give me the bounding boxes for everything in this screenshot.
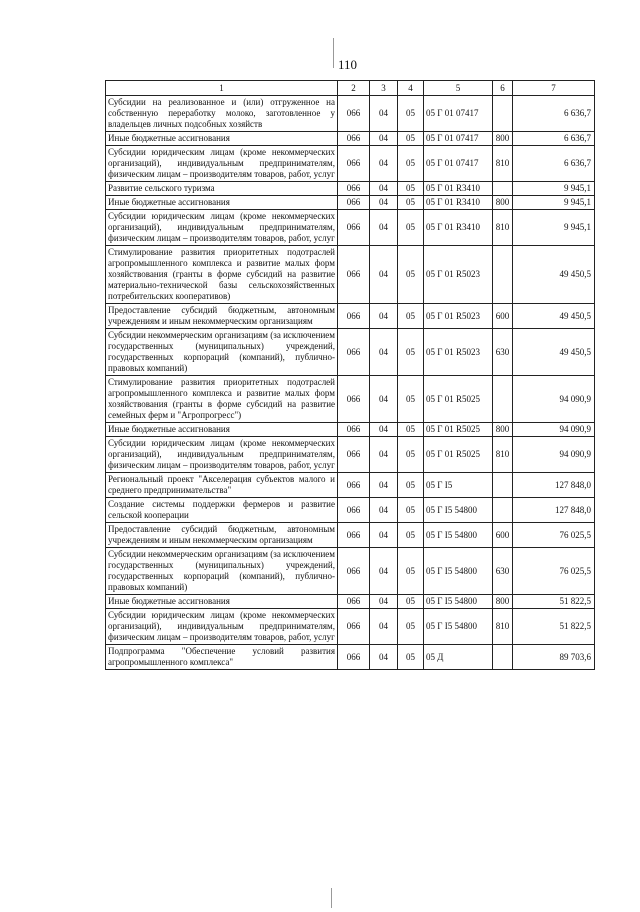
row-name-cell: Предоставление субсидий бюджетным, автономным учреждениям и иным некоммерческим организациям bbox=[106, 523, 338, 548]
gr-code-cell: 066 bbox=[338, 437, 370, 473]
expense-type-cell bbox=[493, 376, 513, 423]
table-row bbox=[106, 437, 595, 473]
gr-code-cell: 066 bbox=[338, 423, 370, 437]
target-article-cell: 05 Г I5 bbox=[424, 473, 493, 498]
target-article-cell: 05 Г 01 07417 bbox=[424, 146, 493, 182]
column-header: 4 bbox=[398, 81, 424, 96]
row-name-cell: Развитие сельского туризма bbox=[106, 182, 338, 196]
target-article-cell: 05 Г 01 R5025 bbox=[424, 423, 493, 437]
column-header: 2 bbox=[338, 81, 370, 96]
subsection-code-cell: 05 bbox=[398, 473, 424, 498]
subsection-code-cell: 05 bbox=[398, 376, 424, 423]
expense-type-cell: 800 bbox=[493, 132, 513, 146]
table-row bbox=[106, 196, 595, 210]
gr-code-cell: 066 bbox=[338, 132, 370, 146]
expense-type-cell: 600 bbox=[493, 304, 513, 329]
gr-code-cell: 066 bbox=[338, 182, 370, 196]
subsection-code-cell: 05 bbox=[398, 210, 424, 246]
target-article-cell: 05 Г 01 07417 bbox=[424, 96, 493, 132]
target-article-cell: 05 Г I5 54800 bbox=[424, 595, 493, 609]
row-name-cell: Предоставление субсидий бюджетным, автономным учреждениям и иным некоммерческим организациям bbox=[106, 304, 338, 329]
gr-code-cell: 066 bbox=[338, 523, 370, 548]
table-row bbox=[106, 523, 595, 548]
amount-cell: 9 945,1 bbox=[513, 210, 595, 246]
row-name-cell: Субсидии юридическим лицам (кроме некоммерческих организаций), индивидуальным предпринимателям, физическим лицам – производителям товаров, работ, услуг bbox=[106, 146, 338, 182]
expense-type-cell: 600 bbox=[493, 523, 513, 548]
subsection-code-cell: 05 bbox=[398, 523, 424, 548]
column-header: 7 bbox=[513, 81, 595, 96]
column-header: 6 bbox=[493, 81, 513, 96]
section-code-cell: 04 bbox=[370, 182, 398, 196]
amount-cell: 76 025,5 bbox=[513, 548, 595, 595]
expense-type-cell: 810 bbox=[493, 609, 513, 645]
section-code-cell: 04 bbox=[370, 423, 398, 437]
amount-cell: 51 822,5 bbox=[513, 595, 595, 609]
table-row bbox=[106, 182, 595, 196]
amount-cell: 9 945,1 bbox=[513, 182, 595, 196]
section-code-cell: 04 bbox=[370, 132, 398, 146]
gr-code-cell: 066 bbox=[338, 376, 370, 423]
target-article-cell: 05 Г I5 54800 bbox=[424, 548, 493, 595]
amount-cell: 89 703,6 bbox=[513, 645, 595, 670]
expense-type-cell bbox=[493, 473, 513, 498]
table-header bbox=[106, 81, 595, 96]
amount-cell: 127 848,0 bbox=[513, 473, 595, 498]
expense-type-cell bbox=[493, 96, 513, 132]
expense-type-cell: 630 bbox=[493, 548, 513, 595]
target-article-cell: 05 Г I5 54800 bbox=[424, 523, 493, 548]
table-row bbox=[106, 329, 595, 376]
subsection-code-cell: 05 bbox=[398, 595, 424, 609]
table-row bbox=[106, 473, 595, 498]
amount-cell: 6 636,7 bbox=[513, 132, 595, 146]
section-code-cell: 04 bbox=[370, 595, 398, 609]
row-name-cell: Субсидии юридическим лицам (кроме некоммерческих организаций), индивидуальным предпринимателям, физическим лицам – производителям товаров, работ, услуг bbox=[106, 437, 338, 473]
table-body bbox=[106, 96, 595, 670]
table-row bbox=[106, 548, 595, 595]
subsection-code-cell: 05 bbox=[398, 146, 424, 182]
subsection-code-cell: 05 bbox=[398, 329, 424, 376]
amount-cell: 9 945,1 bbox=[513, 196, 595, 210]
gr-code-cell: 066 bbox=[338, 609, 370, 645]
section-code-cell: 04 bbox=[370, 609, 398, 645]
amount-cell: 49 450,5 bbox=[513, 329, 595, 376]
gr-code-cell: 066 bbox=[338, 645, 370, 670]
header-row bbox=[106, 81, 595, 96]
amount-cell: 76 025,5 bbox=[513, 523, 595, 548]
amount-cell: 49 450,5 bbox=[513, 304, 595, 329]
target-article-cell: 05 Г 01 R5025 bbox=[424, 437, 493, 473]
subsection-code-cell: 05 bbox=[398, 498, 424, 523]
expense-type-cell bbox=[493, 498, 513, 523]
expense-type-cell: 800 bbox=[493, 196, 513, 210]
subsection-code-cell: 05 bbox=[398, 548, 424, 595]
amount-cell: 6 636,7 bbox=[513, 96, 595, 132]
row-name-cell: Субсидии некоммерческим организациям (за исключением государственных (муниципальных) учреждений, государственных корпораций (компаний), публично-правовых компаний) bbox=[106, 548, 338, 595]
gr-code-cell: 066 bbox=[338, 473, 370, 498]
subsection-code-cell: 05 bbox=[398, 645, 424, 670]
section-code-cell: 04 bbox=[370, 473, 398, 498]
row-name-cell: Субсидии юридическим лицам (кроме некоммерческих организаций), индивидуальным предпринимателям, физическим лицам – производителям товаров, работ, услуг bbox=[106, 210, 338, 246]
gr-code-cell: 066 bbox=[338, 210, 370, 246]
target-article-cell: 05 Г I5 54800 bbox=[424, 498, 493, 523]
table-row bbox=[106, 498, 595, 523]
gr-code-cell: 066 bbox=[338, 146, 370, 182]
column-header: 3 bbox=[370, 81, 398, 96]
amount-cell: 49 450,5 bbox=[513, 246, 595, 304]
section-code-cell: 04 bbox=[370, 96, 398, 132]
scan-line-mark bbox=[333, 38, 334, 68]
amount-cell: 51 822,5 bbox=[513, 609, 595, 645]
expense-type-cell: 800 bbox=[493, 595, 513, 609]
table-row bbox=[106, 609, 595, 645]
table-row bbox=[106, 595, 595, 609]
row-name-cell: Стимулирование развития приоритетных подотраслей агропромышленного комплекса и развитие малых форм хозяйствования (гранты в форме субсидий на развитие семейных ферм и "Агропрогресс") bbox=[106, 376, 338, 423]
subsection-code-cell: 05 bbox=[398, 423, 424, 437]
amount-cell: 6 636,7 bbox=[513, 146, 595, 182]
target-article-cell: 05 Д bbox=[424, 645, 493, 670]
expense-type-cell: 810 bbox=[493, 146, 513, 182]
subsection-code-cell: 05 bbox=[398, 132, 424, 146]
table-row bbox=[106, 132, 595, 146]
subsection-code-cell: 05 bbox=[398, 304, 424, 329]
section-code-cell: 04 bbox=[370, 645, 398, 670]
gr-code-cell: 066 bbox=[338, 96, 370, 132]
subsection-code-cell: 05 bbox=[398, 182, 424, 196]
expense-type-cell: 810 bbox=[493, 437, 513, 473]
row-name-cell: Стимулирование развития приоритетных подотраслей агропромышленного комплекса и развитие малых форм хозяйствования (гранты в форме субсидий на развитие материально-технической базы сельскохозяйственных потребительских кооперативов) bbox=[106, 246, 338, 304]
row-name-cell: Иные бюджетные ассигнования bbox=[106, 423, 338, 437]
row-name-cell: Региональный проект "Акселерация субъектов малого и среднего предпринимательства" bbox=[106, 473, 338, 498]
target-article-cell: 05 Г 01 R3410 bbox=[424, 196, 493, 210]
section-code-cell: 04 bbox=[370, 548, 398, 595]
row-name-cell: Создание системы поддержки фермеров и развитие сельской кооперации bbox=[106, 498, 338, 523]
target-article-cell: 05 Г 01 R3410 bbox=[424, 210, 493, 246]
amount-cell: 94 090,9 bbox=[513, 437, 595, 473]
table-row bbox=[106, 210, 595, 246]
gr-code-cell: 066 bbox=[338, 595, 370, 609]
gr-code-cell: 066 bbox=[338, 548, 370, 595]
row-name-cell: Субсидии на реализованное и (или) отгруженное на собственную переработку молоко, заготовленное у владельцев личных подсобных хозяйств bbox=[106, 96, 338, 132]
section-code-cell: 04 bbox=[370, 304, 398, 329]
gr-code-cell: 066 bbox=[338, 498, 370, 523]
section-code-cell: 04 bbox=[370, 196, 398, 210]
section-code-cell: 04 bbox=[370, 210, 398, 246]
gr-code-cell: 066 bbox=[338, 196, 370, 210]
expense-type-cell: 630 bbox=[493, 329, 513, 376]
gr-code-cell: 066 bbox=[338, 246, 370, 304]
table-row bbox=[106, 645, 595, 670]
section-code-cell: 04 bbox=[370, 376, 398, 423]
row-name-cell: Субсидии юридическим лицам (кроме некоммерческих организаций), индивидуальным предпринимателям, физическим лицам – производителям товаров, работ, услуг bbox=[106, 609, 338, 645]
section-code-cell: 04 bbox=[370, 437, 398, 473]
target-article-cell: 05 Г 01 R5023 bbox=[424, 329, 493, 376]
budget-table bbox=[105, 80, 595, 670]
subsection-code-cell: 05 bbox=[398, 96, 424, 132]
row-name-cell: Подпрограмма "Обеспечение условий развития агропромышленного комплекса" bbox=[106, 645, 338, 670]
amount-cell: 94 090,9 bbox=[513, 423, 595, 437]
section-code-cell: 04 bbox=[370, 329, 398, 376]
row-name-cell: Иные бюджетные ассигнования bbox=[106, 132, 338, 146]
section-code-cell: 04 bbox=[370, 246, 398, 304]
target-article-cell: 05 Г I5 54800 bbox=[424, 609, 493, 645]
row-name-cell: Иные бюджетные ассигнования bbox=[106, 196, 338, 210]
table-row bbox=[106, 304, 595, 329]
expense-type-cell: 810 bbox=[493, 210, 513, 246]
subsection-code-cell: 05 bbox=[398, 609, 424, 645]
column-header: 5 bbox=[424, 81, 493, 96]
subsection-code-cell: 05 bbox=[398, 246, 424, 304]
table-row bbox=[106, 146, 595, 182]
section-code-cell: 04 bbox=[370, 523, 398, 548]
table-row bbox=[106, 423, 595, 437]
amount-cell: 94 090,9 bbox=[513, 376, 595, 423]
section-code-cell: 04 bbox=[370, 498, 398, 523]
table-row bbox=[106, 376, 595, 423]
table-row bbox=[106, 246, 595, 304]
table-row bbox=[106, 96, 595, 132]
expense-type-cell bbox=[493, 182, 513, 196]
gr-code-cell: 066 bbox=[338, 329, 370, 376]
column-header: 1 bbox=[106, 81, 338, 96]
scan-line-mark bbox=[331, 888, 332, 908]
row-name-cell: Иные бюджетные ассигнования bbox=[106, 595, 338, 609]
target-article-cell: 05 Г 01 07417 bbox=[424, 132, 493, 146]
expense-type-cell bbox=[493, 246, 513, 304]
subsection-code-cell: 05 bbox=[398, 437, 424, 473]
amount-cell: 127 848,0 bbox=[513, 498, 595, 523]
gr-code-cell: 066 bbox=[338, 304, 370, 329]
expense-type-cell: 800 bbox=[493, 423, 513, 437]
target-article-cell: 05 Г 01 R5025 bbox=[424, 376, 493, 423]
page-number: 110 bbox=[338, 57, 358, 72]
target-article-cell: 05 Г 01 R5023 bbox=[424, 304, 493, 329]
subsection-code-cell: 05 bbox=[398, 196, 424, 210]
target-article-cell: 05 Г 01 R3410 bbox=[424, 182, 493, 196]
target-article-cell: 05 Г 01 R5023 bbox=[424, 246, 493, 304]
section-code-cell: 04 bbox=[370, 146, 398, 182]
expense-type-cell bbox=[493, 645, 513, 670]
row-name-cell: Субсидии некоммерческим организациям (за исключением государственных (муниципальных) учреждений, государственных корпораций (компаний), публично-правовых компаний) bbox=[106, 329, 338, 376]
